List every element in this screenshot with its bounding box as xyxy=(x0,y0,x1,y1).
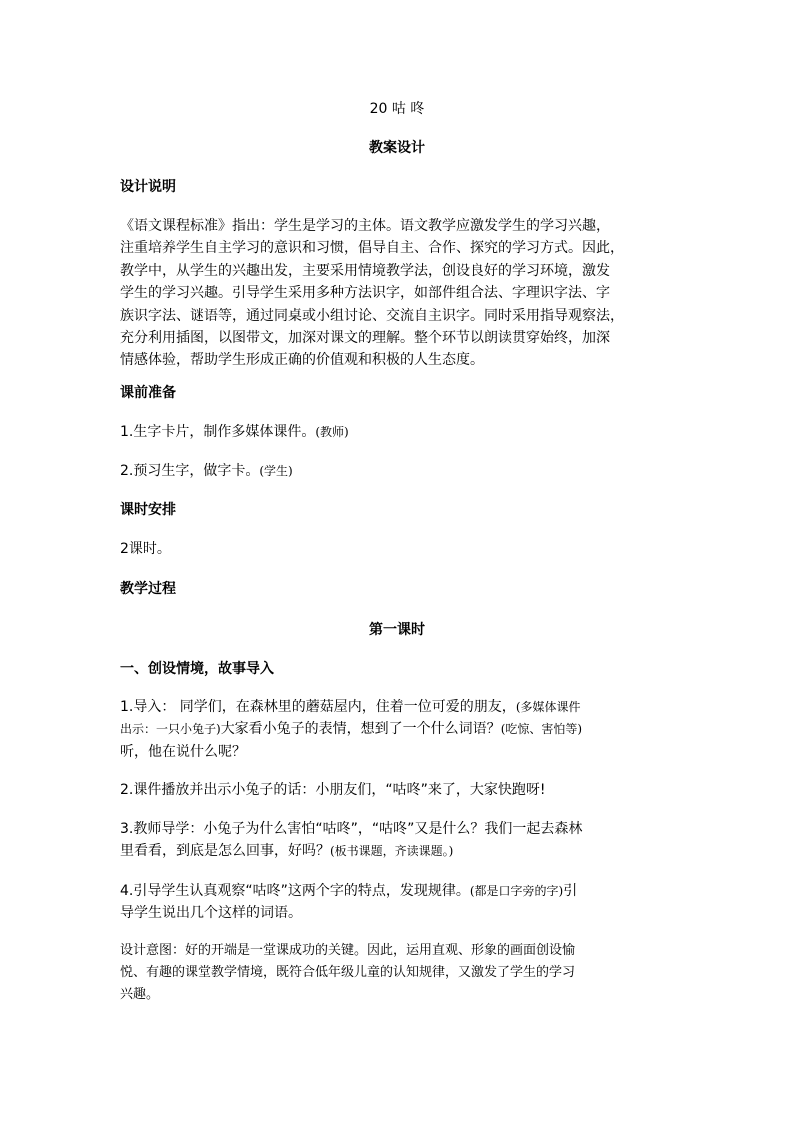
paragraph-line: 情感体验，帮助学生形成正确的价值观和积极的人生态度。 xyxy=(120,352,484,369)
lesson-title: 20 咕 咚 xyxy=(369,101,425,117)
item-1-line-1-note: (多媒体课件 xyxy=(515,700,581,714)
prep-item-1 xyxy=(120,421,349,443)
item-1-line-2 xyxy=(120,718,680,740)
lesson-subtitle: 教案设计 xyxy=(369,140,425,156)
prep-item-2-note: (学生) xyxy=(259,464,293,478)
paragraph-line: 注重培养学生自主学习的意识和习惯，倡导自主、合作、探究的学习方式。因此， xyxy=(120,240,624,257)
prep-item-2-text: 2.预习生字，做字卡。 xyxy=(120,463,260,479)
item-1-line-2-text: 大家看小兔子的表情，想到了一个什么词语？ xyxy=(220,721,501,738)
intent-line-2: 悦、有趣的课堂教学情境，既符合低年级儿童的认知规律，又激发了学生的学习 xyxy=(120,965,576,980)
prep-item-2 xyxy=(120,460,293,482)
item-1-line-3: 听，他在说什么呢？ xyxy=(120,743,246,760)
item-1-line-1-text: 1.导入： 同学们，在森林里的蘑菇屋内，住着一位可爱的朋友， xyxy=(120,699,516,715)
schedule-text: 2课时。 xyxy=(120,541,171,557)
item-4-line-1-tail: 引 xyxy=(563,883,578,899)
lesson1-heading: 第一课时 xyxy=(369,622,425,638)
paragraph-line: 学生的学习兴趣。引导学生采用多种方法识字，如部件组合法、字理识字法、字 xyxy=(120,285,610,302)
intent-line-1-text: 好的开端是一堂课成功的关键。因此，运用直观、形象的画面创设愉 xyxy=(185,943,576,958)
schedule-heading: 课时安排 xyxy=(120,502,176,518)
item-1-line-1 xyxy=(120,696,680,718)
item-4-line-1-note: (都是口字旁的字) xyxy=(469,884,564,898)
item-3-line-2-text: 里看看，到底是怎么回事，好吗？ xyxy=(120,843,330,860)
design-notes-heading: 设计说明 xyxy=(120,179,176,195)
item-4-line-2: 导学生说出几个这样的词语。 xyxy=(120,905,302,922)
step1-item-4 xyxy=(120,880,680,925)
intent-label: 设计意图： xyxy=(120,943,186,958)
paragraph-line: 《语文课程标准》指出：学生是学习的主体。语文教学应激发学生的学习兴趣， xyxy=(120,218,610,234)
step1-heading: 一、创设情境，故事导入 xyxy=(120,661,274,677)
prep-item-1-note: (教师) xyxy=(315,425,349,439)
item-1-line-2-note-2: (吃惊、害怕等) xyxy=(500,722,583,737)
paragraph-line: 教学中，从学生的兴趣出发，主要采用情境教学法，创设良好的学习环境，激发 xyxy=(120,262,610,279)
item-3-line-2 xyxy=(120,840,680,862)
item-4-line-1 xyxy=(120,880,680,902)
prep-heading: 课前准备 xyxy=(120,385,176,401)
process-heading: 教学过程 xyxy=(120,581,176,597)
item-4-line-1-text: 4.引导学生认真观察“咕咚”这两个字的特点，发现规律。 xyxy=(120,883,470,899)
paragraph-line: 充分利用插图，以图带文，加深对课文的理解。整个环节以朗读贯穿始终，加深 xyxy=(120,330,610,347)
item-1-line-2-note: 出示：一只小兔子) xyxy=(120,722,221,737)
design-intent xyxy=(120,940,680,1006)
item-3-line-1: 3.教师导学：小兔子为什么害怕“咕咚”，“咕咚”又是什么？我们一起去森林 xyxy=(120,821,583,837)
item-3-line-2-note: (板书课题，齐读课题。) xyxy=(330,844,454,859)
prep-item-1-text: 1.生字卡片，制作多媒体课件。 xyxy=(120,424,316,440)
design-notes-paragraph xyxy=(120,215,680,372)
step1-item-2: 2.课件播放并出示小兔子的话：小朋友们，“咕咚”来了，大家快跑呀! xyxy=(120,782,546,798)
intent-line-1 xyxy=(120,940,680,962)
step1-item-1 xyxy=(120,696,680,763)
intent-line-3: 兴趣。 xyxy=(120,987,160,1002)
paragraph-line: 族识字法、谜语等，通过同桌或小组讨论、交流自主识字。同时采用指导观察法， xyxy=(120,307,624,324)
step1-item-3 xyxy=(120,818,680,863)
